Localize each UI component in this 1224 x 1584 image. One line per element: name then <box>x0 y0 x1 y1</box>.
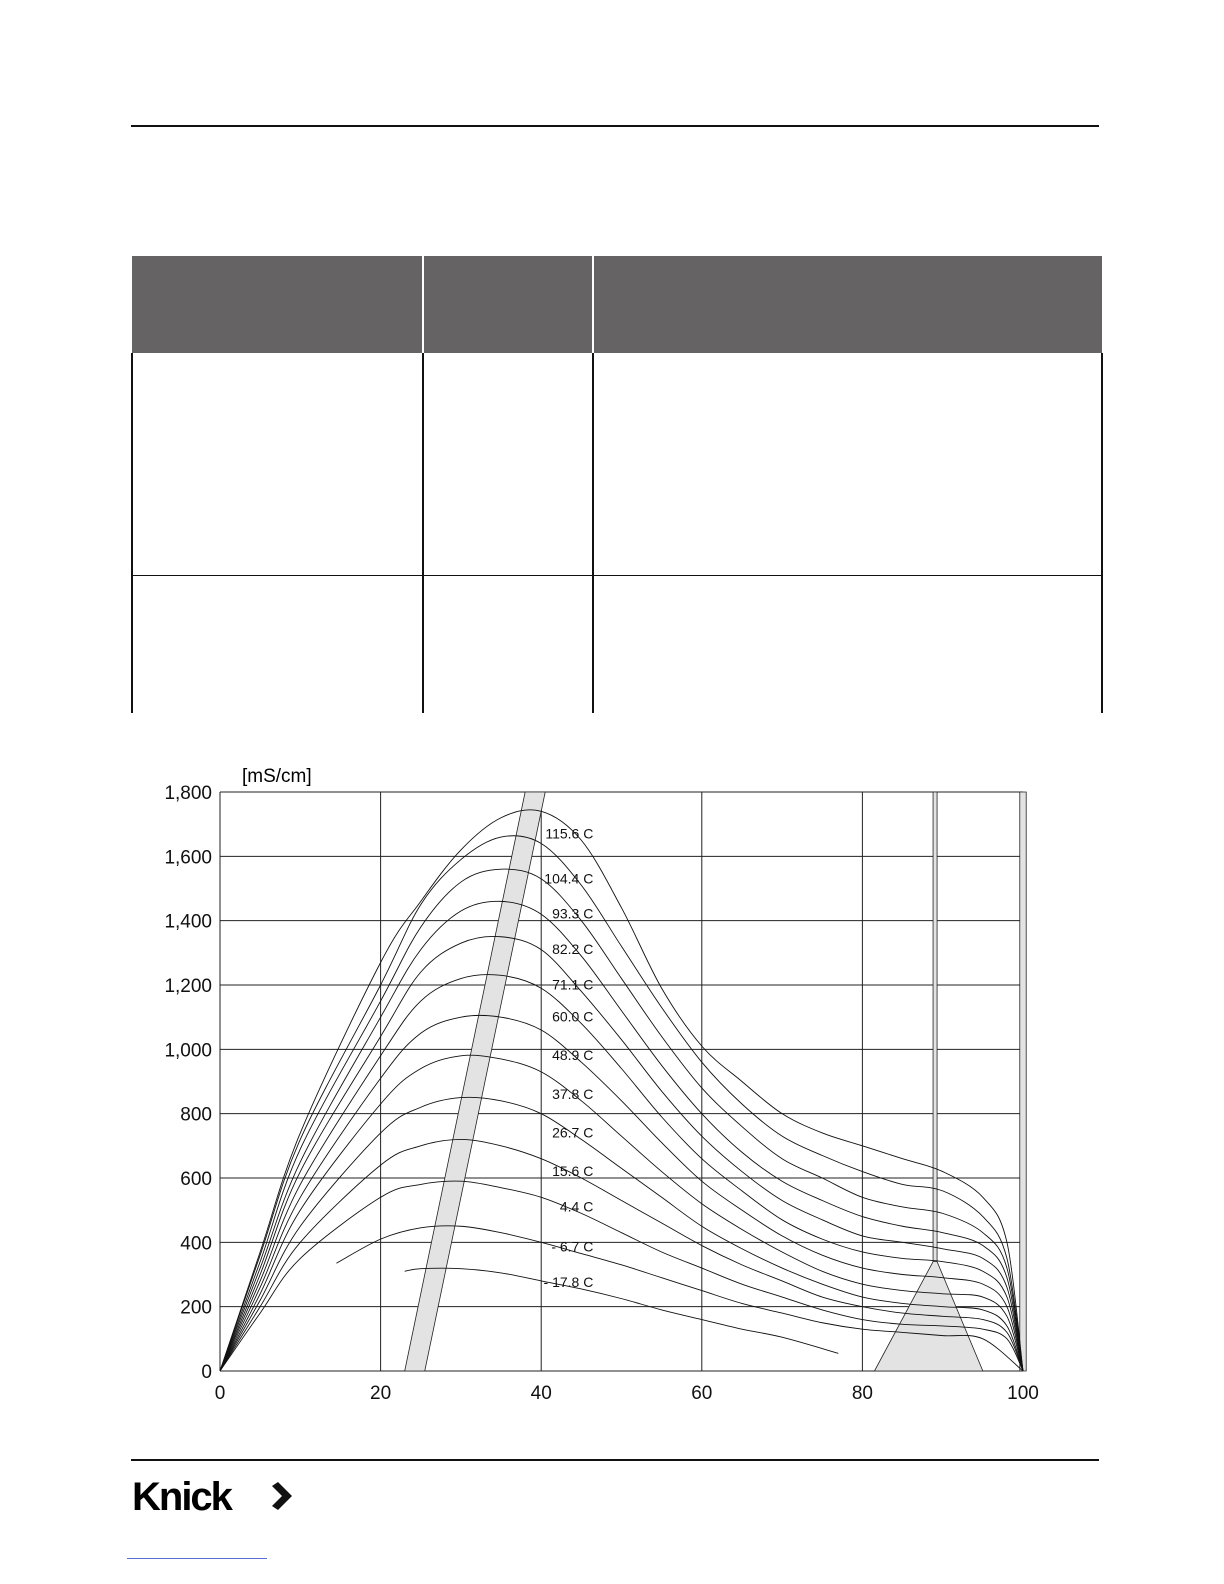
y-tick-label: 1,600 <box>164 847 212 869</box>
shaded-band <box>405 792 546 1371</box>
footer-rule <box>131 1459 1099 1461</box>
x-tick-label: 0 <box>214 1383 226 1404</box>
shaded-band <box>1020 792 1026 1371</box>
series-label: 26.7 C <box>552 1124 594 1141</box>
y-axis-unit-label: [mS/cm] <box>242 766 312 787</box>
chevron-right-icon <box>272 1482 292 1510</box>
y-tick-label: 1,000 <box>164 1040 212 1062</box>
table-header-cell <box>423 256 593 353</box>
y-tick-label: 400 <box>180 1233 212 1255</box>
series-label: 48.9 C <box>552 1047 594 1064</box>
y-tick-label: 0 <box>201 1362 212 1383</box>
header-rule <box>131 125 1099 127</box>
chart-series <box>220 810 1023 1371</box>
series-line <box>220 869 1023 1371</box>
y-tick-label: 1,800 <box>164 783 212 804</box>
table-cell <box>132 353 423 576</box>
x-tick-label: 20 <box>370 1383 392 1404</box>
chart-bands <box>405 792 1027 1371</box>
table-cell <box>423 353 593 576</box>
series-label: 4.4 C <box>559 1198 594 1215</box>
series-label: 104.4 C <box>544 870 594 887</box>
table-header-row <box>132 256 1102 353</box>
series-label: - 17.8 C <box>543 1273 594 1290</box>
table-cell <box>423 576 593 714</box>
y-tick-label: 600 <box>180 1169 212 1190</box>
shaded-band <box>933 792 937 1262</box>
series-label: 115.6 C <box>545 825 594 842</box>
chart-grid <box>220 792 1023 1371</box>
table-header-cell <box>593 256 1102 353</box>
knick-logo <box>132 1474 302 1520</box>
series-label: 15.6 C <box>552 1163 594 1179</box>
x-tick-label: 40 <box>530 1383 552 1404</box>
table-header-cell <box>132 256 423 353</box>
y-tick-label: 200 <box>180 1297 212 1319</box>
series-label: 82.2 C <box>552 941 594 958</box>
series-line <box>220 810 1023 1371</box>
brand-wordmark: Knick <box>132 1475 231 1519</box>
shaded-band <box>874 1262 982 1371</box>
series-label: - 6.7 C <box>551 1238 594 1255</box>
table-cell <box>593 353 1102 576</box>
table-cell <box>132 576 423 714</box>
series-label: 37.8 C <box>552 1085 594 1102</box>
conductivity-chart <box>140 755 1060 1415</box>
y-tick-label: 1,200 <box>164 976 212 997</box>
series-label: 60.0 C <box>552 1008 594 1025</box>
series-label: 71.1 C <box>552 976 594 993</box>
x-tick-label: 60 <box>691 1383 713 1404</box>
table-cell <box>593 576 1102 714</box>
x-tick-label: 100 <box>1007 1383 1039 1404</box>
table-row <box>132 353 1102 576</box>
series-line <box>220 975 1023 1371</box>
table-row <box>132 576 1102 714</box>
x-tick-label: 80 <box>851 1383 873 1404</box>
y-tick-label: 1,400 <box>164 911 212 933</box>
spec-table <box>131 256 1103 713</box>
footer-link-underline <box>127 1558 267 1559</box>
series-label: 93.3 C <box>552 905 594 922</box>
y-tick-label: 800 <box>180 1104 212 1126</box>
